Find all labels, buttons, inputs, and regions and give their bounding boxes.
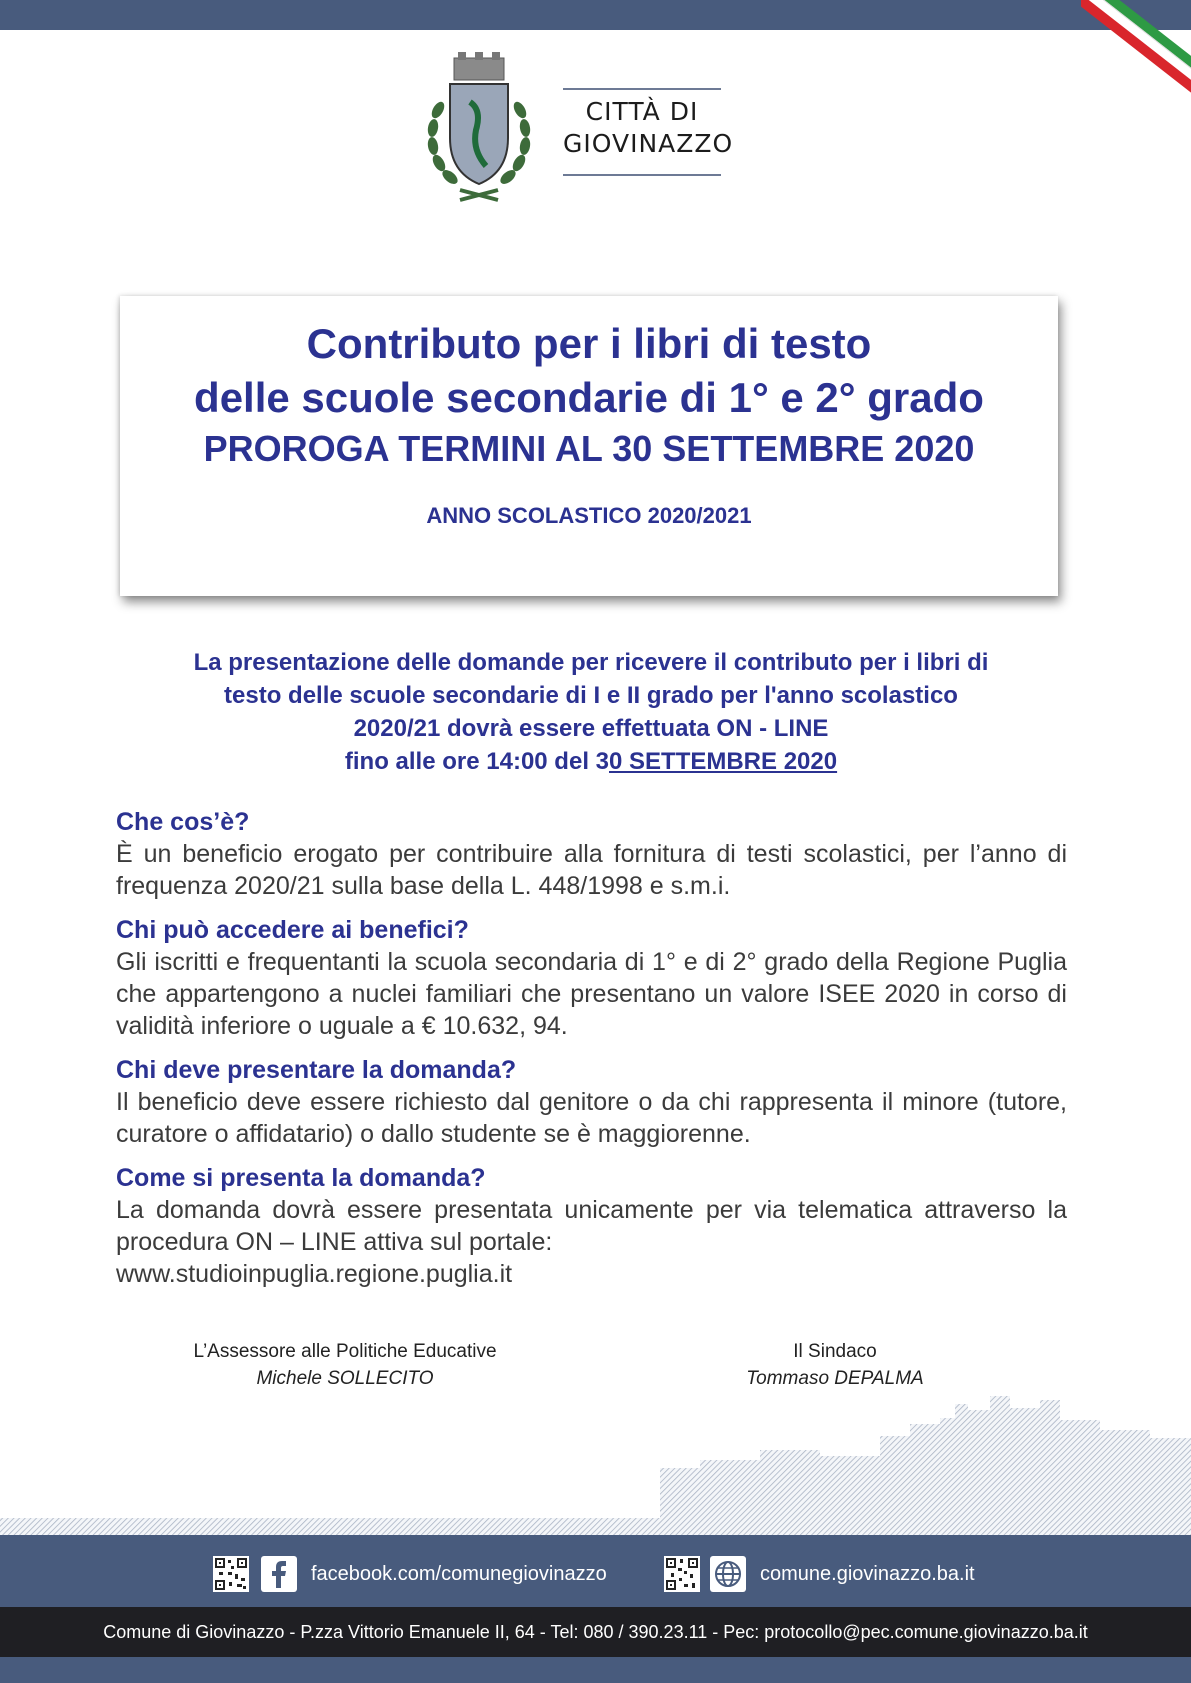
facebook-icon: [261, 1556, 297, 1592]
faq-question: Che cos’è?: [116, 808, 250, 836]
faq-sections: [116, 806, 1067, 1302]
footer-bottom-bar: [0, 1657, 1191, 1683]
title-subtitle: ANNO SCOLASTICO 2020/2021: [426, 503, 752, 528]
faq-answer: La domanda dovrà essere presentata unicamente per via telematica attraverso la procedura ON – LINE attiva sul portale:: [116, 1196, 1067, 1256]
faq-answer: Gli iscritti e frequentanti la scuola secondaria di 1° e di 2° grado della Regione Puglia che appartengono a nuclei familiari che presentano un valore ISEE 2020 in corso di validità inferiore o uguale a € 10.632, 94.: [116, 948, 1067, 1040]
signature-assessore: [160, 1338, 530, 1392]
qr-code-icon: [664, 1556, 700, 1592]
signature-sindaco: [690, 1338, 980, 1392]
faq-section: [116, 914, 1067, 1042]
intro-deadline-date: 0 SETTEMBRE 2020: [609, 748, 838, 775]
signature-role: L’Assessore alle Politiche Educative: [193, 1341, 497, 1362]
city-name-line1: CITTÀ DI: [585, 97, 699, 126]
faq-section: [116, 1054, 1067, 1150]
title-box: [120, 296, 1058, 596]
globe-icon: [710, 1556, 746, 1592]
faq-answer: È un beneficio erogato per contribuire alla fornitura di testi scolastici, per l’anno di frequenza 2020/21 sulla base della L. 448/1998 e s.m.i.: [116, 840, 1067, 900]
city-name-line2: GIOVINAZZO: [563, 129, 734, 158]
website-link[interactable]: comune.giovinazzo.ba.it: [760, 1563, 975, 1585]
faq-question: Chi deve presentare la domanda?: [116, 1056, 517, 1084]
municipal-crest-icon: [420, 50, 538, 210]
faq-section: [116, 1162, 1067, 1290]
qr-code-icon: [213, 1556, 249, 1592]
intro-line4: [116, 745, 1066, 778]
divider: [563, 88, 721, 90]
italian-flag-ribbon-icon: [1081, 0, 1191, 110]
faq-question: Chi può accedere ai benefici?: [116, 916, 469, 944]
portal-link[interactable]: www.studioinpuglia.regione.puglia.it: [116, 1260, 513, 1288]
top-bar: [0, 0, 1191, 30]
signature-name: Michele SOLLECITO: [256, 1368, 434, 1389]
intro-line2: testo delle scuole secondarie di I e II grado per l'anno scolastico: [224, 682, 958, 709]
intro-line1: La presentazione delle domande per ricevere il contributo per i libri di: [193, 649, 989, 676]
title-line2: delle scuole secondarie di 1° e 2° grado: [194, 374, 984, 421]
signature-role: Il Sindaco: [793, 1341, 877, 1362]
faq-answer: Il beneficio deve essere richiesto dal genitore o da chi rappresenta il minore (tutore, curatore o affidatario) o dallo studente se è maggiorenne.: [116, 1088, 1067, 1148]
city-name-block: [563, 88, 734, 180]
title-line1: Contributo per i libri di testo: [306, 320, 872, 367]
divider: [563, 174, 721, 176]
facebook-link[interactable]: facebook.com/comunegiovinazzo: [311, 1563, 607, 1585]
city-skyline-graphic: [0, 1390, 1191, 1540]
intro-deadline-prefix: fino alle ore 14:00 del 3: [344, 748, 609, 775]
footer-address: Comune di Giovinazzo - P.zza Vittorio Emanuele II, 64 - Tel: 080 / 390.23.11 - Pec: protocollo@pec.comune.giovinazzo.ba.it: [103, 1622, 1088, 1642]
signature-name: Tommaso DEPALMA: [746, 1368, 924, 1389]
intro-line3: 2020/21 dovrà essere effettuata ON - LINE: [353, 715, 829, 742]
city-name: [563, 96, 734, 160]
title-line3: PROROGA TERMINI AL 30 SETTEMBRE 2020: [203, 428, 975, 469]
faq-question: Come si presenta la domanda?: [116, 1164, 486, 1192]
faq-section: [116, 806, 1067, 902]
intro-paragraph: [116, 646, 1066, 778]
